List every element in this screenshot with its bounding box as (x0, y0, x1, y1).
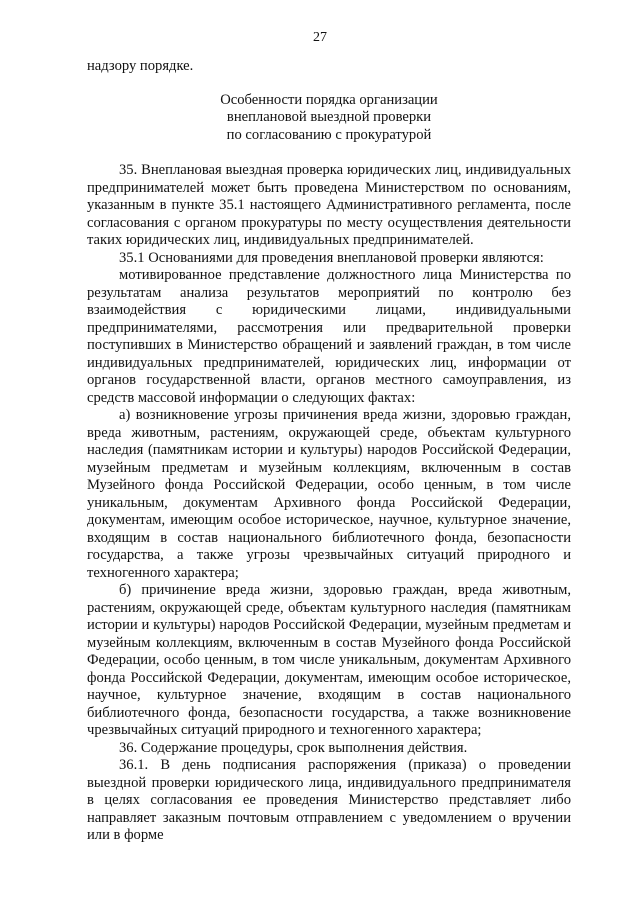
paragraph-36-1: 36.1. В день подписания распоряжения (приказа) о проведении выездной проверки юридического лица, индивидуального предпринимателя в целях согласования ее проведения Министерство представляет либо направляет заказным почтовым отправлением с уведомлением о вручении или в форме (87, 757, 571, 843)
continuation-text: надзору порядке. (87, 58, 194, 74)
paragraph-35: 35. Внеплановая выездная проверка юридических лиц, индивидуальных предпринимателей может быть проведена Министерством по основаниям, указанным в пункте 35.1 настоящего Административного регламента, после согласования с органом прокуратуры по месту осуществления деятельности таких юридических лиц, индивидуальных предпринимателей. (87, 162, 571, 248)
paragraph-36: 36. Содержание процедуры, срок выполнения действия. (119, 739, 468, 756)
page-number: 27 (313, 30, 327, 45)
paragraph-35-1: 35.1 Основаниями для проведения внеплановой проверки являются: (119, 249, 544, 266)
heading-line-2: внеплановой выездной проверки (226, 109, 432, 125)
paragraph-item-b: б) причинение вреда жизни, здоровью граждан, вреда животным, растениям, окружающей среде, объектам культурного наследия (памятникам истории и культуры) народов Российской Федерации, музейным предметам и музейным коллекциям, включенным в состав Музейного фонда Российской Федерации, особо ценным, в том числе уникальным, документам Архивного фонда Российской Федерации, документам, имеющим особое историческое, научное, культурное значение, входящим в состав национального библиотечного фонда, безопасности государства, а также возникновение чрезвычайных ситуаций природного и техногенного характера; (87, 582, 571, 738)
paragraph-motivated-submission: мотивированное представление должностного лица Министерства по результатам анализа результатов мероприятий по контролю без взаимодействия с юридическими лицами, индивидуальными предпринимателями, рассмотрения или предварительной проверки поступивших в Министерство обращений и заявлений граждан, в том числе индивидуальных предпринимателей, юридических лиц, информации от органов государственной власти, органов местного самоуправления, из средств массовой информации о следующих фактах: (87, 267, 571, 406)
paragraph-item-a: а) возникновение угрозы причинения вреда жизни, здоровью граждан, вреда животным, растениям, окружающей среде, объектам культурного наследия (памятникам истории и культуры) народов Российской Федерации, музейным предметам и музейным коллекциям, включенным в состав Музейного фонда Российской Федерации, особо ценным, в том числе уникальным, документам Архивного фонда Российской Федерации, документам, имеющим особое историческое, научное, культурное значение, входящим в состав национального библиотечного фонда, безопасности государства, а также угрозы чрезвычайных ситуаций природного и техногенного характера; (87, 407, 571, 581)
heading-line-1: Особенности порядка организации (220, 91, 438, 108)
heading-line-3: по согласованию с прокуратурой (226, 126, 432, 143)
section-heading (87, 92, 571, 145)
document-body (87, 58, 571, 845)
